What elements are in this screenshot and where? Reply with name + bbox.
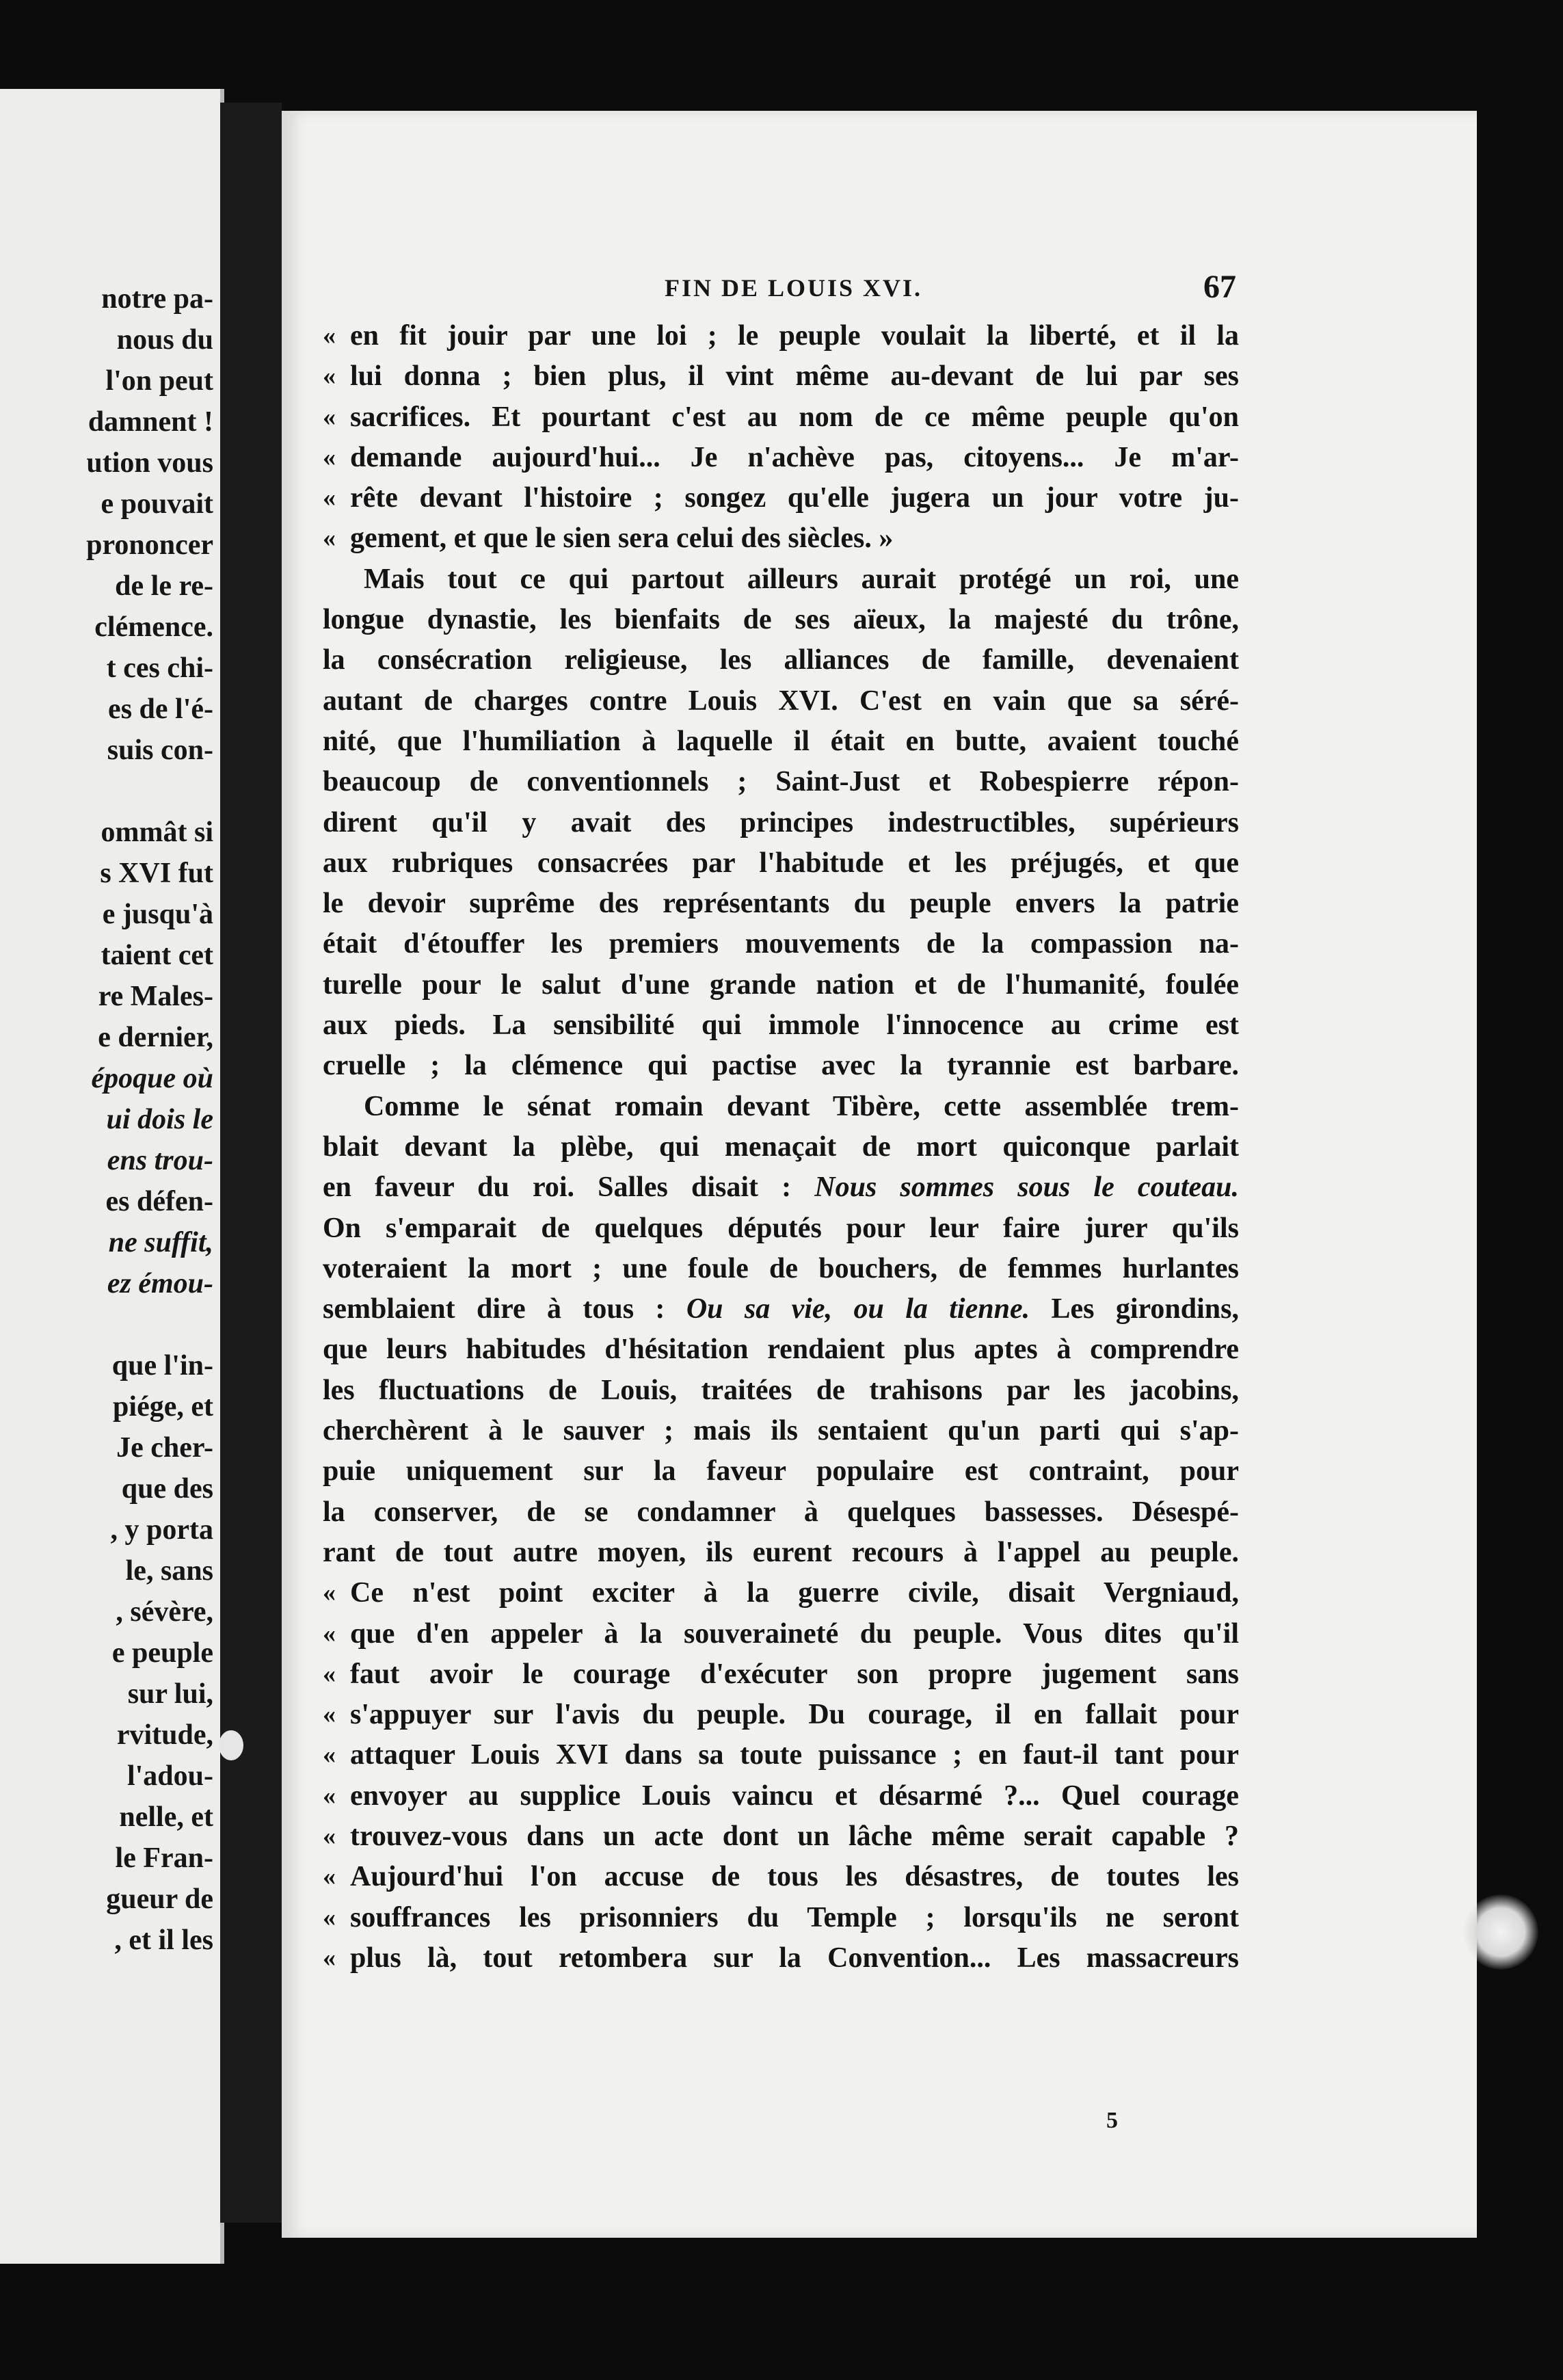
text-line: [323, 316, 1239, 356]
text-line: [323, 1492, 1239, 1533]
paper-stain-small: [219, 1730, 243, 1760]
text-line-content: la consécration religieuse, les alliances de famille, devenaient: [323, 644, 1239, 676]
signature-mark: 5: [1106, 2108, 1118, 2133]
text-line: [323, 356, 1239, 397]
text-line-content: cruelle ; la clémence qui pactise avec la tyrannie est barbare.: [323, 1050, 1239, 1082]
left-page-line: nous du: [116, 324, 213, 356]
text-line: [323, 1938, 1239, 1979]
text-line: [323, 1167, 1239, 1208]
left-page-line: gueur de: [106, 1883, 213, 1915]
left-page-line: que des: [121, 1473, 213, 1505]
text-line: [323, 803, 1239, 843]
body-text: [323, 316, 1239, 1979]
text-line-content: la conserver, de se condamner à quelques bassesses. Désespé-: [323, 1496, 1239, 1528]
quote-mark: «: [323, 321, 336, 350]
text-line-content: longue dynastie, les bienfaits de ses aïeux, la majesté du trône,: [323, 604, 1239, 636]
text-line: [323, 722, 1239, 762]
text-line: [323, 965, 1239, 1005]
text-line: [323, 600, 1239, 640]
text-line-content: aux rubriques consacrées par l'habitude et les préjugés, et que: [323, 847, 1239, 879]
text-line-content: nité, que l'humiliation à laquelle il était en butte, avaient touché: [323, 725, 1239, 757]
left-page-line: que l'in-: [111, 1350, 213, 1381]
left-page-line: nelle, et: [119, 1801, 213, 1833]
left-page-line: de le re-: [115, 570, 213, 602]
left-page-line: e jusqu'à: [102, 899, 213, 930]
left-page-line: damnent !: [88, 406, 213, 438]
text-line: [323, 1127, 1239, 1167]
text-line: [323, 1371, 1239, 1411]
text-line-content: en faveur du roi. Salles disait :: [323, 1172, 792, 1204]
text-line-content: blait devant la plèbe, qui menaçait de mort quiconque parlait: [323, 1130, 1239, 1163]
left-page-line: l'adou-: [126, 1760, 213, 1792]
left-page-line: es de l'é-: [108, 693, 213, 725]
text-line: [323, 1816, 1239, 1857]
left-page-line: , et il les: [114, 1925, 213, 1956]
text-line-content: s'appuyer sur l'avis du peuple. Du courage, il en fallait pour: [350, 1699, 1239, 1731]
book-gutter: [220, 103, 282, 2223]
left-page-line: l'on peut: [105, 365, 213, 397]
text-line-content: demande aujourd'hui... Je n'achève pas, citoyens... Je m'ar-: [350, 441, 1239, 473]
text-line-content: le devoir suprême des représentants du peuple envers la patrie: [323, 888, 1239, 920]
text-line-content: attaquer Louis XVI dans sa toute puissance ; en faut-il tant pour: [350, 1739, 1239, 1771]
text-line-content: beaucoup de conventionnels ; Saint-Just et Robespierre répon-: [323, 766, 1239, 798]
left-page-line: piége, et: [113, 1391, 213, 1423]
text-line: [323, 1614, 1239, 1654]
text-line: [323, 1289, 1239, 1330]
text-line-content: que leurs habitudes d'hésitation rendaient plus aptes à comprendre: [323, 1334, 1239, 1366]
left-page-line: clémence.: [94, 611, 213, 643]
left-page-line: s XVI fut: [100, 858, 213, 889]
left-page-line: Je cher-: [116, 1432, 213, 1464]
text-line-content: Ce n'est point exciter à la guerre civile, disait Vergniaud,: [350, 1577, 1239, 1609]
text-line: [323, 681, 1239, 722]
quote-mark: «: [323, 484, 336, 513]
left-page-line: re Males-: [98, 981, 213, 1012]
text-line-content: dirent qu'il y avait des principes indestructibles, supérieurs: [323, 806, 1239, 838]
quote-mark: «: [323, 1619, 336, 1648]
left-page-line: suis con-: [107, 735, 213, 766]
text-line-tail: Les girondins,: [1051, 1293, 1239, 1325]
left-page-line: es défen-: [105, 1186, 213, 1217]
quote-mark: «: [323, 1659, 336, 1689]
text-line-content: sacrifices. Et pourtant c'est au nom de ce même peuple qu'on: [350, 401, 1239, 433]
text-line: [323, 1857, 1239, 1897]
text-line-content: en fit jouir par une loi ; le peuple voulait la liberté, et il la: [350, 320, 1239, 352]
text-line-content: On s'emparait de quelques députés pour leur faire jurer qu'ils: [323, 1212, 1239, 1244]
quote-mark: «: [323, 1862, 336, 1892]
text-line-content: plus là, tout retombera sur la Convention... Les massacreurs: [350, 1942, 1239, 1974]
left-page-line: rvitude,: [116, 1719, 213, 1751]
text-line: [323, 640, 1239, 680]
text-line: [323, 438, 1239, 478]
text-line-content: était d'étouffer les premiers mouvements de la compassion na-: [323, 928, 1239, 960]
quote-mark: «: [323, 362, 336, 391]
text-line-content: rant de tout autre moyen, ils eurent recours à l'appel au peuple.: [323, 1536, 1239, 1568]
text-line: [323, 1898, 1239, 1938]
left-page-line: ne suffit,: [108, 1227, 213, 1258]
left-page-line: t ces chi-: [106, 652, 213, 684]
quote-mark: «: [323, 1821, 336, 1851]
text-line-content: gement, et que le sien sera celui des siècles. »: [350, 523, 894, 555]
left-page-line: sur lui,: [127, 1678, 213, 1710]
text-line-content: trouvez-vous dans un acte dont un lâche même serait capable ?: [350, 1820, 1239, 1852]
text-line-content: envoyer au supplice Louis vaincu et désarmé ?... Quel courage: [350, 1780, 1239, 1812]
quote-mark: «: [323, 1741, 336, 1770]
text-line: [323, 1046, 1239, 1086]
text-line-content: turelle pour le salut d'une grande nation et de l'humanité, foulée: [323, 968, 1239, 1001]
text-line: [323, 843, 1239, 884]
text-line: [323, 1776, 1239, 1816]
left-page-line: notre pa-: [101, 283, 213, 315]
left-page-line: ez émou-: [107, 1268, 213, 1299]
right-page: [282, 111, 1477, 2238]
text-line-content: les fluctuations de Louis, traitées de trahisons par les jacobins,: [323, 1374, 1239, 1406]
left-page-line: taient cet: [101, 940, 213, 971]
left-page-line: ui dois le: [106, 1104, 213, 1135]
text-line: [323, 1451, 1239, 1492]
left-page-line: ution vous: [86, 447, 213, 479]
left-page-line: ens trou-: [107, 1145, 213, 1176]
quote-mark: «: [323, 1903, 336, 1932]
text-line-content: puie uniquement sur la faveur populaire est contraint, pour: [323, 1455, 1239, 1488]
text-line-content: souffrances les prisonniers du Temple ; lorsqu'ils ne seront: [350, 1901, 1239, 1933]
text-line: [323, 1735, 1239, 1775]
text-line: [323, 1087, 1239, 1127]
text-line: [323, 884, 1239, 924]
left-page-line: le Fran-: [115, 1842, 213, 1874]
text-line: [323, 762, 1239, 802]
text-line-content: Mais tout ce qui partout ailleurs aurait protégé un roi, une: [364, 563, 1239, 595]
text-line: [323, 1695, 1239, 1735]
text-line: [323, 1208, 1239, 1249]
left-page-line: le, sans: [125, 1555, 213, 1587]
left-page-line: e pouvait: [101, 488, 213, 520]
text-line-content: lui donna ; bien plus, il vint même au-devant de lui par ses: [350, 360, 1239, 393]
text-line-content: aux pieds. La sensibilité qui immole l'innocence au crime est: [323, 1009, 1239, 1042]
text-line-content: Aujourd'hui l'on accuse de tous les désastres, de toutes les: [350, 1861, 1239, 1893]
text-line: [323, 1330, 1239, 1370]
text-line: [323, 1533, 1239, 1573]
quote-mark: «: [323, 1700, 336, 1730]
left-page-line: e peuple: [111, 1637, 213, 1669]
text-line-content: voteraient la mort ; une foule de bouchers, de femmes hurlantes: [323, 1252, 1239, 1284]
italic-quote: Ou sa vie, ou la tienne.: [686, 1293, 1030, 1325]
quote-mark: «: [323, 402, 336, 432]
text-line: [323, 1573, 1239, 1613]
text-line: [323, 1005, 1239, 1046]
left-page-line: ommât si: [101, 817, 213, 848]
quote-mark: «: [323, 1781, 336, 1810]
text-line-content: rête devant l'histoire ; songez qu'elle jugera un jour votre ju-: [350, 482, 1239, 514]
left-page-line: e dernier,: [98, 1022, 213, 1053]
text-line: [323, 924, 1239, 964]
quote-mark: «: [323, 1943, 336, 1972]
page-number: 67: [1203, 269, 1236, 305]
text-line-content: Comme le sénat romain devant Tibère, cette assemblée trem-: [364, 1090, 1239, 1122]
text-line: [323, 1654, 1239, 1695]
left-page-line: prononcer: [86, 529, 213, 561]
left-page-line: , y porta: [110, 1514, 213, 1546]
left-page-line: époque où: [91, 1063, 213, 1094]
text-line-content: autant de charges contre Louis XVI. C'est en vain que sa séré-: [323, 685, 1239, 717]
text-line-content: cherchèrent à le sauver ; mais ils sentaient qu'un parti qui s'ap-: [323, 1415, 1239, 1447]
text-line: [323, 559, 1239, 600]
text-line-content: semblaient dire à tous :: [323, 1293, 665, 1325]
text-line: [323, 397, 1239, 438]
quote-mark: «: [323, 442, 336, 472]
left-page-line: , sévère,: [116, 1596, 213, 1628]
running-title: FIN DE LOUIS XVI.: [665, 274, 923, 302]
text-line-content: que d'en appeler à la souveraineté du peuple. Vous dites qu'il: [350, 1617, 1239, 1650]
text-line-content: faut avoir le courage d'exécuter son propre jugement sans: [350, 1658, 1239, 1690]
quote-mark: «: [323, 524, 336, 553]
text-line: [323, 1249, 1239, 1289]
italic-quote: Nous sommes sous le couteau.: [814, 1172, 1239, 1204]
text-line: [323, 518, 1239, 559]
quote-mark: «: [323, 1578, 336, 1608]
text-line: [323, 478, 1239, 518]
left-page: [0, 89, 224, 2264]
text-line: [323, 1411, 1239, 1451]
page-header: [282, 269, 1477, 315]
paper-stain: [1463, 1894, 1538, 1970]
